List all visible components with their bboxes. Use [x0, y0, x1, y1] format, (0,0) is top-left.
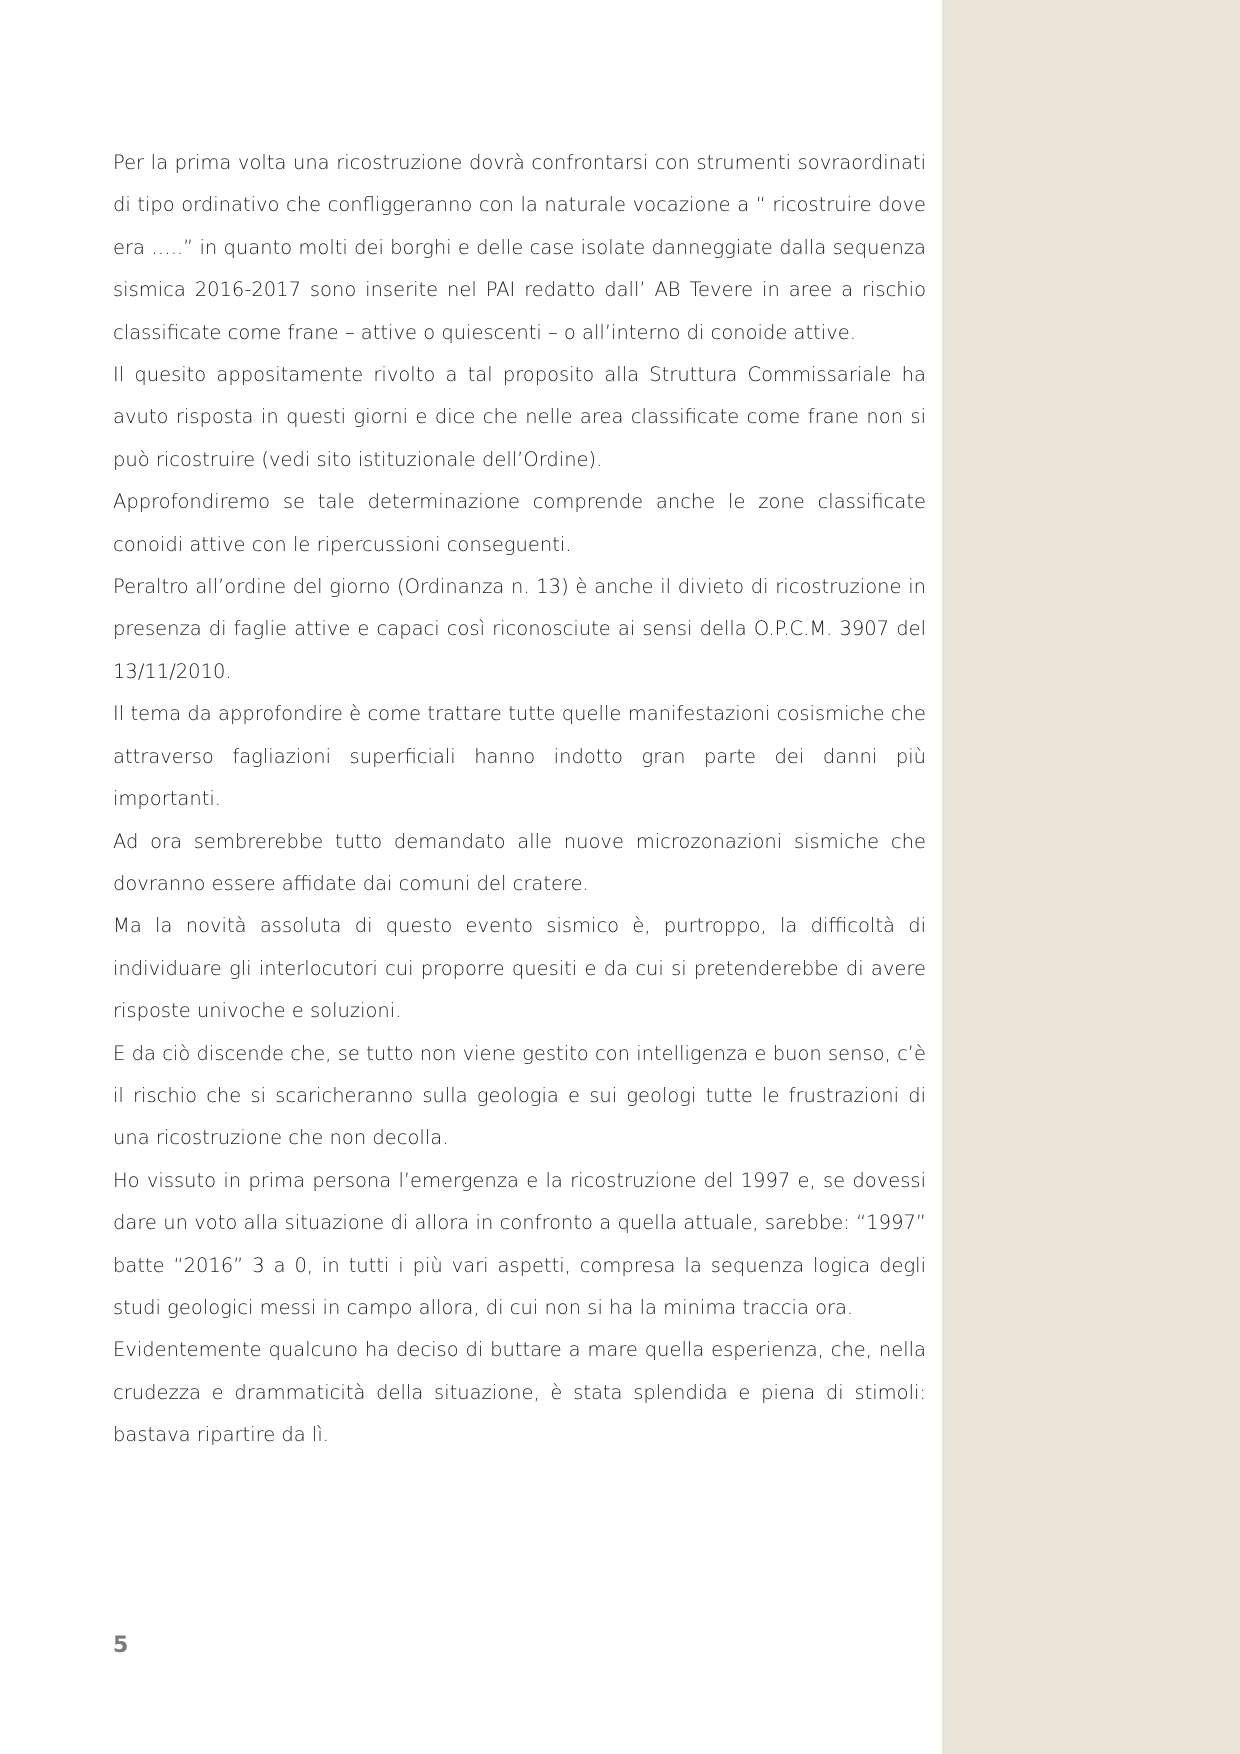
paragraph: Evidentemente qualcuno ha deciso di buttare a mare quella esperienza, che, nella crudezza e drammaticità della situazione, è stata splendida e piena di stimoli: bastava ripartire da lì.: [113, 1338, 926, 1447]
paragraph: Ho vissuto in prima persona l’emergenza e la ricostruzione del 1997 e, se dovessi dare un voto alla situazione di allora in confronto a quella attuale, sarebbe: “1997” batte “2016” 3 a 0, in tutti i più vari aspetti, compresa la sequenza logica degli studi geologici messi in campo allora, di cui non si ha la minima traccia ora.: [113, 1168, 926, 1319]
paragraph: Per la prima volta una ricostruzione dovrà confrontarsi con strumenti sovraordinati di tipo ordinativo che confliggeranno con la naturale vocazione a “ ricostruire dove era …..” in quanto molti dei borghi e delle case isolate danneggiate dalla sequenza sismica 2016-2017 sono inserite nel PAI redatto dall’ AB Tevere in aree a rischio classificate come frane – attive o quiescenti – o all’interno di conoide attive.: [113, 151, 926, 344]
paragraph: Il quesito appositamente rivolto a tal proposito alla Struttura Commissariale ha avuto risposta in questi giorni e dice che nelle area classificate come frane non si può ricostruire (vedi sito istituzionale dell’Ordine).: [113, 363, 926, 471]
paragraph: E da ciò discende che, se tutto non viene gestito con intelligenza e buon senso, c’è il rischio che si scaricheranno sulla geologia e sui geologi tutte le frustrazioni di una ricostruzione che non decolla.: [113, 1041, 926, 1150]
paragraph: Il tema da approfondire è come trattare tutte quelle manifestazioni cosismiche che attraverso fagliazioni superficiali hanno indotto gran parte dei danni più importanti.: [113, 702, 926, 811]
paragraph: Ma la novità assoluta di questo evento sismico è, purtroppo, la difficoltà di individuare gli interlocutori cui proporre quesiti e da cui si pretenderebbe di avere risposte univoche e soluzioni.: [113, 914, 926, 1023]
body-text: [113, 142, 926, 1457]
decorative-side-band: [942, 0, 1240, 1754]
paragraph: Ad ora sembrerebbe tutto demandato alle nuove microzonazioni sismiche che dovranno essere affidate dai comuni del cratere.: [113, 829, 926, 895]
paragraph: Approfondiremo se tale determinazione comprende anche le zone classificate conoidi attive con le ripercussioni conseguenti.: [113, 490, 926, 556]
paragraph: Peraltro all’ordine del giorno (Ordinanza n. 13) è anche il divieto di ricostruzione in presenza di faglie attive e capaci così riconosciute ai sensi della O.P.C.M. 3907 del 13/11/2010.: [113, 575, 926, 683]
page-number: 5: [113, 1633, 129, 1658]
